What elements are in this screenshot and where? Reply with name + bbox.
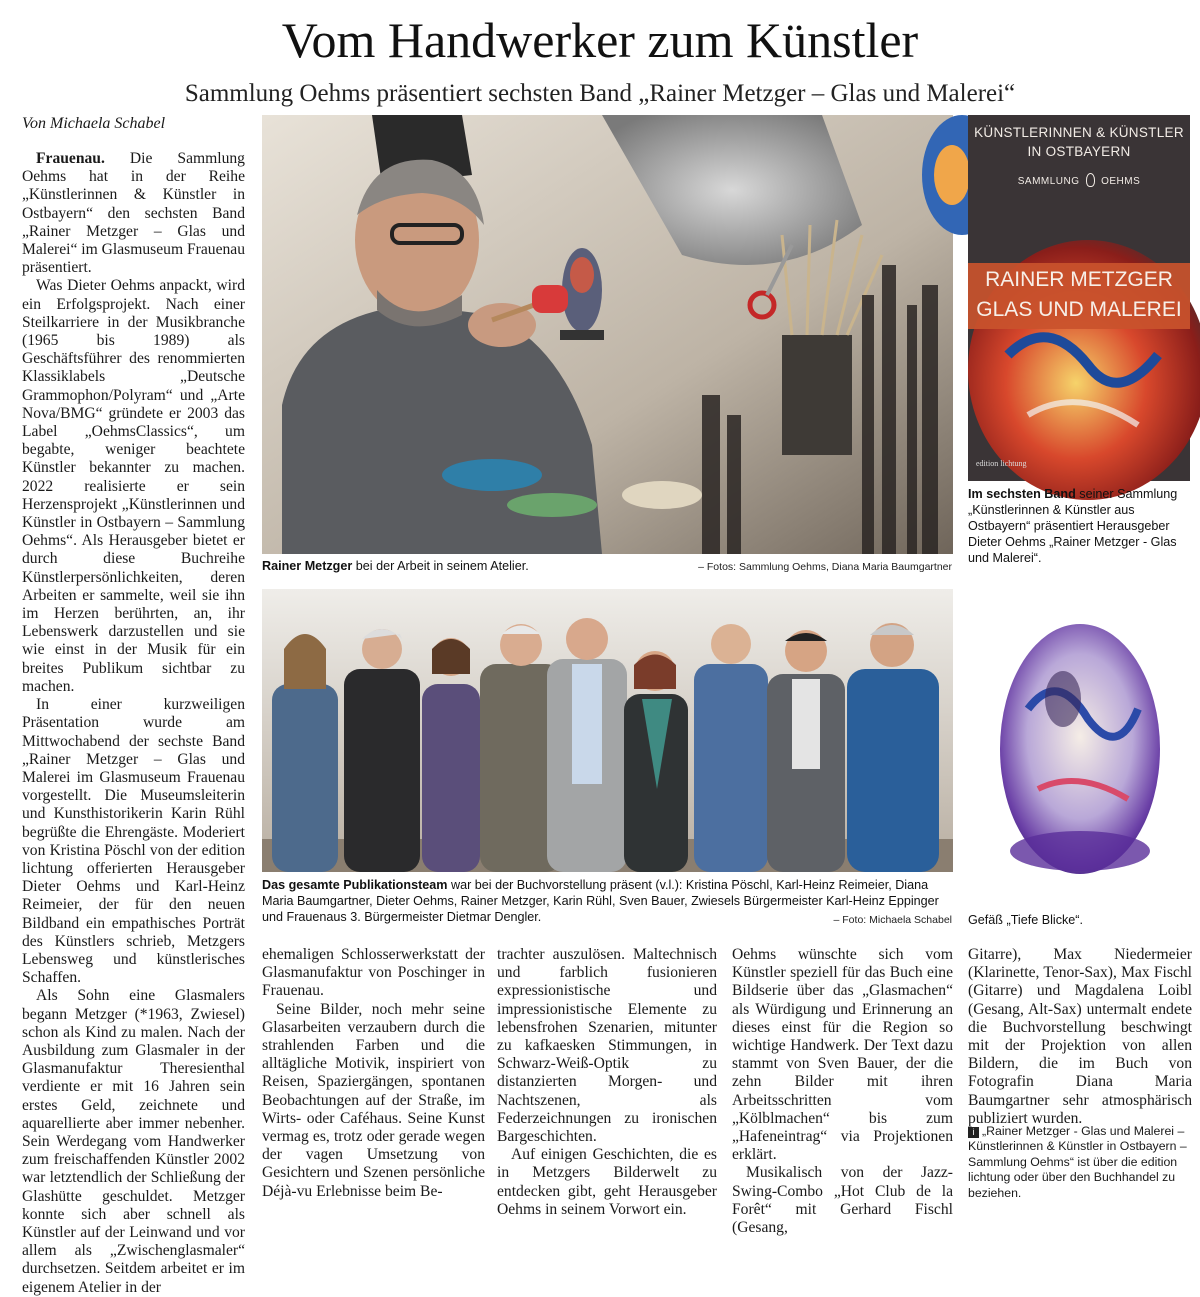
collection-figure-icon: [1086, 173, 1095, 187]
article-paragraph: Gitarre), Max Niedermeier (Klarinette, Tenor-Sax), Max Fischl (Gitarre) und Magdalena Loibl (Gesang, Alt-Sax) untermalt endete die Buchvorstellung beschwingt mit der Projektion von allen Bildern, die im Buch von Fotografin Diana Maria Baumgartner sehr atmosphärisch publiziert wurden.: [968, 946, 1192, 1127]
article-paragraph: In einer kurzweiligen Präsentation wurde am Mittwochabend der sechste Band „Rainer Metzger – Glas und Malerei im Glasmuseum Frauenau vorgestellt. Die Museumsleiterin und Kunsthistorikerin Karin Rühl begrüßte die Ehrengäste. Moderiert von Kristina Pöschl von der edition lichtung offerierten Herausgeber Dieter Oehms und Karl-Heinz Reimeier, der für den neuen Bildband ein empathisches Porträt des Künstlers schrieb, Metzgers Lebensweg und künstlerisches Schaffen.: [22, 696, 245, 987]
article-paragraph: Seine Bilder, noch mehr seine Glasarbeiten verzaubern durch die strahlenden Farben und die alltägliche Motivik, inspiriert von Reisen, Spaziergängen, spontanen Beobachtungen auf der Straße, im Wirts- oder Caféhaus. Seine Kunst vermag es, trotz oder gerade wegen der vagen Umsetzung von Gesichtern und Szenen persönliche Déjà-vu Erlebnisse beim Be-: [262, 1000, 485, 1200]
photo-artist-credit: – Fotos: Sammlung Oehms, Diana Maria Baumgartner: [698, 561, 952, 573]
article-paragraph: Auf einigen Geschichten, die es in Metzgers Bilderwelt zu entdecken gibt, geht Herausgeber Oehms in seinem Vorwort ein.: [497, 1146, 717, 1218]
article-column-1: [22, 150, 245, 1297]
vase-tiefe-blicke-image: [968, 589, 1192, 907]
article-column-3: [497, 946, 717, 1219]
photo-artist-caption: Rainer Metzger bei der Arbeit in seinem Atelier.: [262, 559, 529, 573]
article-paragraph: trachter auszulösen. Maltechnisch und farblich fusionieren expressionistische und impressionistische Elemente zu lebensfrohen Szenarien, mitunter zu kafkaesken Stimmungen, in Schwarz-Weiß-Optik zu distanzierten Morgen- und Nachtszenen, als Federzeichnungen zu ironischen Bargeschichten.: [497, 946, 717, 1146]
photo-publication-team: [262, 589, 953, 872]
availability-note: i „Rainer Metzger - Glas und Malerei – Künstlerinnen & Künstler in Ostbayern – Sammlung Oehms“ ist über die edition lichtung oder über den Buchhandel zu beziehen.: [968, 1124, 1187, 1200]
book-publisher: edition lichtung: [976, 459, 1027, 468]
article-paragraph: ehemaligen Schlosserwerkstatt der Glasmanufaktur von Poschinger in Frauenau.: [262, 946, 485, 1000]
dateline: Frauenau.: [36, 150, 105, 167]
photo-team-caption: Das gesamte Publikationsteam war bei der Buchvorstellung präsent (v.l.): Kristina Pöschl, Karl-Heinz Reimeier, Diana Maria Baumgartner, Dieter Oehms, Rainer Metzger, Karin Rühl, Sven Bauer, Zwiesels Bürgermeister Karl-Heinz Eppinger und Frauenaus 3. Bürgermeister Dietmar Dengler.: [262, 878, 939, 924]
info-book-icon: i: [968, 1127, 979, 1138]
article-paragraph: Frauenau. Die Sammlung Oehms hat in der Reihe „Künstlerinnen & Künstler in Ostbayern“ den sechsten Band „Rainer Metzger – Glas und Malerei“ im Glasmuseum Frauenau präsentiert.: [22, 150, 246, 277]
article-column-4: [732, 946, 953, 1237]
vase-caption: Gefäß „Tiefe Blicke“.: [968, 913, 1084, 927]
photo-artist-at-work: [262, 115, 953, 554]
book-title: RAINER METZGER GLAS UND MALEREI: [976, 268, 1182, 321]
article-paragraph: Oehms wünschte sich vom Künstler speziell für das Buch eine Bildserie über das „Glasmachen“ als Würdigung und Erinnerung an dieses einst für die Region so wichtige Handwerk. Der Text dazu stammt von Sven Bauer, der die zehn Bilder mit ihren Arbeitsschritten vom „Kölblmachen“ bis zum „Hafeneintrag“ via Projektionen erklärt.: [732, 946, 953, 1164]
article-paragraph: Musikalisch von der Jazz-Swing-Combo „Hot Club de la Forêt“ mit Gerhard Fischl (Gesang,: [732, 1164, 953, 1237]
team-group-image: [262, 589, 953, 872]
article-paragraph: Als Sohn eine Glasmalers begann Metzger (*1963, Zwiesel) schon als Kind zu malen. Nach der Ausbildung zum Glasmaler in der Glasmanufaktur Theresienthal verdiente er mit 16 Jahren sein erstes Geld, zeichnete und aquarellierte aber immer nebenher. Sein Werdegang vom Handwerker zum freischaffenden Künstler 2002 war letztendlich der Schließung der Glashütte geschuldet. Metzger konnte sich aber schnell als Künstler auf der Leinwand und vor allem als „Zwischenglasmaler“ durchsetzen. Seitdem arbeitet er im eigenem Atelier in der: [22, 987, 245, 1296]
photo-team-credit: – Foto: Michaela Schabel: [833, 914, 952, 926]
book-cover: [968, 115, 1190, 481]
article-column-2: [262, 946, 485, 1201]
book-collection-logo: SAMMLUNG OEHMS: [968, 173, 1190, 187]
artist-studio-image: [262, 115, 953, 554]
headline: Vom Handwerker zum Künstler: [281, 12, 919, 68]
article-paragraph: Was Dieter Oehms anpackt, wird ein Erfolgsprojekt. Nach einer Steilkarriere in der Musikbranche (1965 bis 1989) als Geschäftsführer des renommierten Klassiklabels „Deutsche Grammophon/Polyram“ und „Arte Nova/BMG“ gründete er 2003 das Label „OehmsClassics“, um begabte, weniger beachtete Künstler bekannter zu machen. 2022 realisierte er sein Herzensprojekt „Künstlerinnen und Künstler in Ostbayern – Sammlung Oehms“. Als Herausgeber bietet er durch diese Buchreihe Künstlerpersönlichkeiten, deren Arbeiten er sammelte, weil sie ihn im Herzen berührten, an, ihr Lebenswerk darzustellen und sie wie einst in der Musik für ein breites Publikum sichtbar zu machen.: [22, 277, 245, 695]
byline: Von Michaela Schabel: [22, 115, 166, 132]
book-caption: Im sechsten Band seiner Sammlung „Künstlerinnen & Künstler aus Ostbayern“ präsentiert Herausgeber Dieter Oehms „Rainer Metzger - Glas und Malerei“.: [968, 487, 1178, 565]
vase-photo: [968, 589, 1192, 907]
book-series-title: KÜNSTLERINNEN & KÜNSTLER IN OSTBAYERN: [974, 125, 1184, 159]
article-column-5: [968, 946, 1192, 1128]
subheadline: Sammlung Oehms präsentiert sechsten Band „Rainer Metzger – Glas und Malerei“: [184, 80, 1016, 107]
